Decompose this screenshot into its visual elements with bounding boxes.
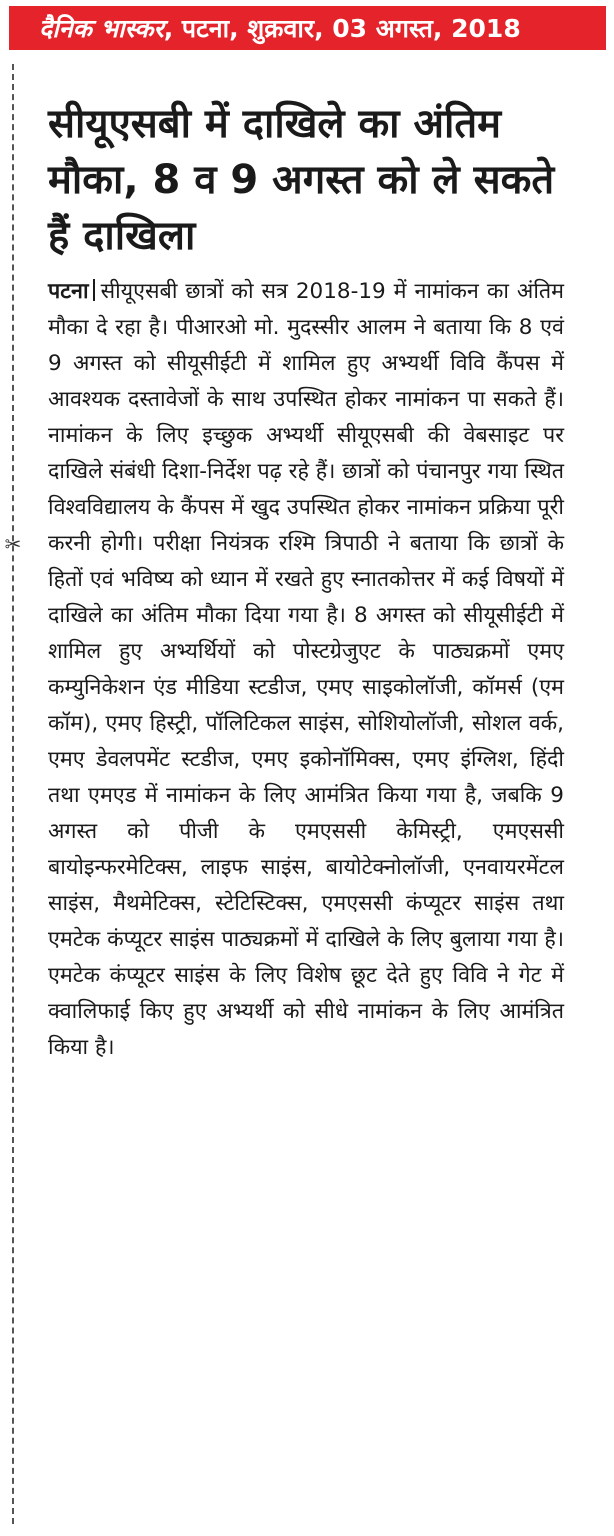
- news-article: [48, 96, 564, 1066]
- article-headline: सीयूएसबी में दाखिले का अंतिम मौका, 8 व 9 अगस्त को ले सकते हैं दाखिला: [48, 101, 555, 259]
- cut-line: [12, 64, 14, 1524]
- dateline-separator: [93, 279, 95, 301]
- masthead-details: , पटना, शुक्रवार, 03 अगस्त, 2018: [163, 14, 521, 43]
- newspaper-name: दैनिक भास्कर: [39, 14, 164, 43]
- scissors-icon: ✂: [4, 532, 22, 556]
- article-body: [48, 274, 564, 1066]
- article-body-text: सीयूएसबी छात्रों को सत्र 2018-19 में नामांकन का अंतिम मौका दे रहा है। पीआरओ मो. मुदस्सीर आलम ने बताया कि 8 एवं 9 अगस्त को सीयूसीईटी में शामिल हुए अभ्यर्थी विवि कैंपस में आवश्यक दस्तावेजों के साथ उपस्थित होकर नामांकन पा सकते हैं। नामांकन के लिए इच्छुक अभ्यर्थी सीयूएसबी की वेबसाइट पर दाखिले संबंधी दिशा-निर्देश पढ़ रहे हैं। छात्रों को पंचानपुर गया स्थित विश्वविद्यालय के कैंपस में खुद उपस्थित होकर नामांकन प्रक्रिया पूरी करनी होगी। परीक्षा नियंत्रक रश्मि त्रिपाठी ने बताया कि छात्रों के हितों एवं भविष्य को ध्यान में रखते हुए स्नातकोत्तर में कई विषयों में दाखिले का अंतिम मौका दिया गया है। 8 अगस्त को सीयूसीईटी में शामिल हुए अभ्यर्थियों को पोस्टग्रेजुएट के पाठ्यक्रमों एमए कम्युनिकेशन एंड मीडिया स्टडीज, एमए साइकोलॉजी, कॉमर्स (एम कॉम), एमए हिस्ट्री, पॉलिटिकल साइंस, सोशियोलॉजी, सोशल वर्क, एमए डेवलपमेंट स्टडीज, एमए इकोनॉमिक्स, एमए इंग्लिश, हिंदी तथा एमएड में नामांकन के लिए आमंत्रित किया गया है, जबकि 9 अगस्त को पीजी के एमएससी केमिस्ट्री, एमएससी बायोइन्फरमेटिक्स, लाइफ साइंस, बायोटेक्नोलॉजी, एनवायरमेंटल साइंस, मैथमेटिक्स, स्टेटिस्टिक्स, एमएससी कंप्यूटर साइंस तथा एमटेक कंप्यूटर साइंस पाठ्यक्रमों में दाखिले के लिए बुलाया गया है। एमटेक कंप्यूटर साइंस के लिए विशेष छूट देते हुए विवि ने गेट में क्वालिफाई किए हुए अभ्यर्थी को सीधे नामांकन के लिए आमंत्रित किया है।: [48, 279, 564, 1060]
- masthead-banner: [9, 6, 606, 50]
- article-dateline: पटना: [48, 279, 89, 304]
